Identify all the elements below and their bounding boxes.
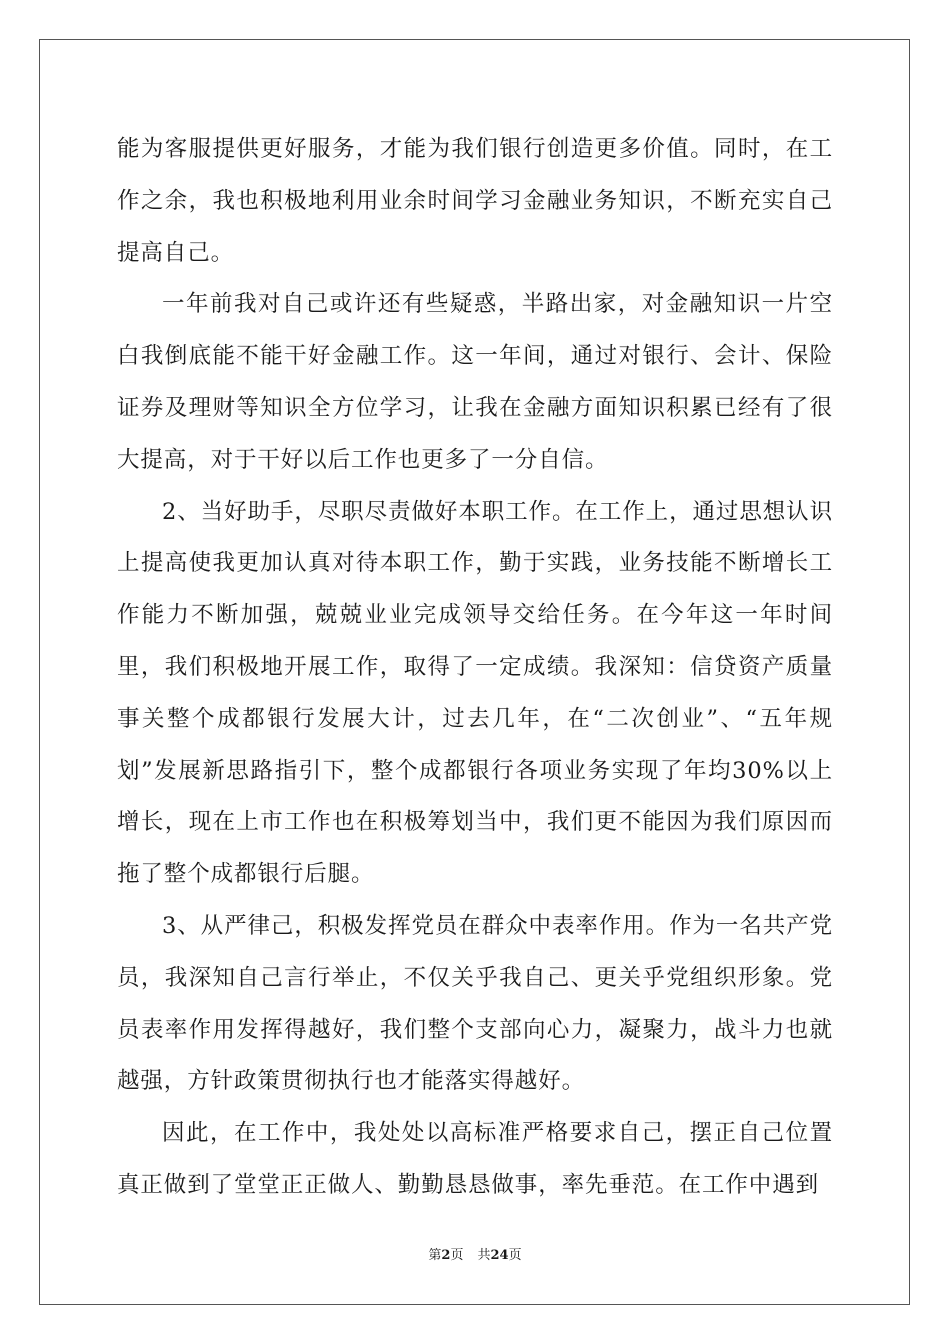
page-suffix: 页 xyxy=(450,1248,464,1263)
total-pages: 24 xyxy=(490,1248,509,1263)
paragraph-3: 2、当好助手，尽职尽责做好本职工作。在工作上，通过思想认识上提高使我更加认真对待本职工作，勤于实践，业务技能不断增长工作能力不断加强，兢兢业业完成领导交给任务。在今年这一年时间里，我们积极地开展工作，取得了一定成绩。我深知：信贷资产质量事关整个成都银行发展大计，过去几年，在“二次创业”、“五年规划”发展新思路指引下，整个成都银行各项业务实现了年均30%以上增长，现在上市工作也在积极筹划当中，我们更不能因为我们原因而拖了整个成都银行后腿。 xyxy=(117,498,833,888)
total-prefix: 共 xyxy=(477,1248,491,1263)
page-prefix: 第 xyxy=(428,1248,442,1263)
paragraph-2: 一年前我对自己或许还有些疑惑，半路出家，对金融知识一片空白我倒底能不能干好金融工作。这一年间，通过对银行、会计、保险证券及理财等知识全方位学习，让我在金融方面知识积累已经有了很大提高，对于干好以后工作也更多了一分自信。 xyxy=(117,291,833,473)
paragraph-1: 能为客服提供更好服务，才能为我们银行创造更多价值。同时，在工作之余，我也积极地利用业余时间学习金融业务知识，不断充实自己提高自己。 xyxy=(117,136,833,266)
page-footer xyxy=(0,1247,950,1265)
page-number: 2 xyxy=(441,1248,451,1263)
document-body xyxy=(117,124,833,1212)
total-suffix: 页 xyxy=(508,1248,522,1263)
paragraph-5: 因此，在工作中，我处处以高标准严格要求自己，摆正自己位置真正做到了堂堂正正做人、勤勤恳恳做事，率先垂范。在工作中遇到 xyxy=(117,1120,833,1198)
paragraph-4: 3、从严律己，积极发挥党员在群众中表率作用。作为一名共产党员，我深知自己言行举止，不仅关乎我自己、更关乎党组织形象。党员表率作用发挥得越好，我们整个支部向心力，凝聚力，战斗力也就越强，方针政策贯彻执行也才能落实得越好。 xyxy=(117,912,833,1095)
